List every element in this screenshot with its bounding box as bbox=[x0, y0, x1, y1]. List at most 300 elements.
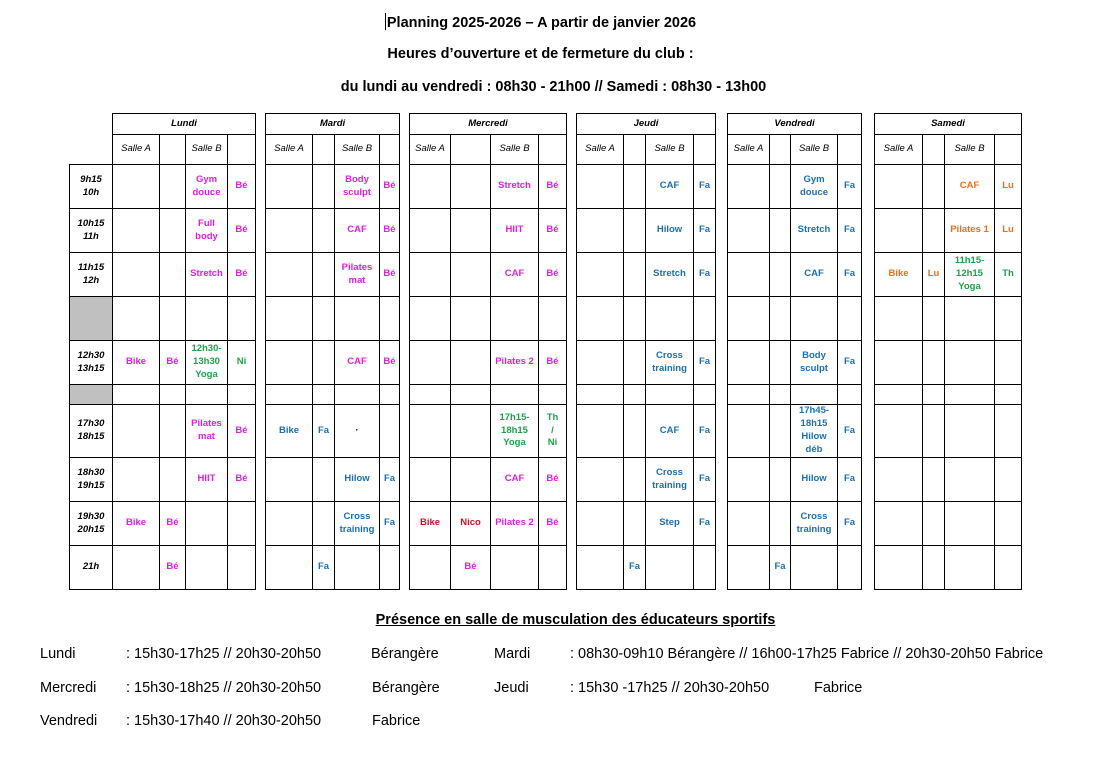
class-cell bbox=[577, 341, 624, 385]
class-cell bbox=[646, 297, 694, 341]
trainer-cell bbox=[313, 502, 335, 546]
trainer-cell: Th / Ni bbox=[539, 405, 567, 458]
day-gap bbox=[256, 502, 266, 546]
trainer-cell bbox=[380, 546, 400, 590]
class-cell bbox=[113, 405, 160, 458]
day-gap bbox=[716, 546, 728, 590]
trainer-cell: Bé bbox=[380, 341, 400, 385]
salle-b-label: Salle B bbox=[646, 135, 694, 165]
day-gap bbox=[716, 135, 728, 165]
time-slot bbox=[70, 385, 113, 405]
class-cell: Stretch bbox=[791, 209, 838, 253]
class-cell bbox=[266, 297, 313, 341]
class-cell bbox=[945, 546, 995, 590]
trainer-cell bbox=[160, 209, 186, 253]
trainer-cell bbox=[923, 405, 945, 458]
class-cell bbox=[728, 405, 770, 458]
day-gap bbox=[400, 502, 410, 546]
class-cell bbox=[577, 209, 624, 253]
day-gap bbox=[567, 253, 577, 297]
salle-a-trainer-col bbox=[770, 135, 791, 165]
class-cell: CAF bbox=[791, 253, 838, 297]
trainer-cell: Th bbox=[995, 253, 1022, 297]
class-cell: Stretch bbox=[646, 253, 694, 297]
day-header: Jeudi bbox=[577, 114, 716, 135]
trainer-cell bbox=[770, 209, 791, 253]
day-gap bbox=[567, 458, 577, 502]
trainer-cell bbox=[380, 385, 400, 405]
day-gap bbox=[716, 385, 728, 405]
class-cell bbox=[577, 546, 624, 590]
day-gap bbox=[256, 297, 266, 341]
day-gap bbox=[862, 405, 875, 458]
class-cell bbox=[875, 385, 923, 405]
presence-jeudi-staff: Fabrice bbox=[814, 680, 863, 696]
trainer-cell: Bé bbox=[228, 458, 256, 502]
class-cell: 12h30- 13h30 Yoga bbox=[186, 341, 228, 385]
day-header: Mardi bbox=[266, 114, 400, 135]
class-cell bbox=[945, 385, 995, 405]
salle-a-label: Salle A bbox=[266, 135, 313, 165]
class-cell bbox=[186, 297, 228, 341]
trainer-cell: Nico bbox=[451, 502, 491, 546]
day-gap bbox=[567, 385, 577, 405]
trainer-cell bbox=[380, 297, 400, 341]
presence-title: Présence en salle de musculation des éducateurs sportifs bbox=[375, 612, 776, 628]
salle-b-trainer-col bbox=[694, 135, 716, 165]
day-gap bbox=[400, 405, 410, 458]
class-cell: Body sculpt bbox=[335, 165, 380, 209]
presence-mercredi-hours: : 15h30-18h25 // 20h30-20h50 bbox=[126, 680, 322, 696]
salle-b-label: Salle B bbox=[335, 135, 380, 165]
presence-mardi-hours: : 08h30-09h10 Bérangère // 16h00-17h25 Fabrice // 20h30-20h50 Fabrice bbox=[570, 646, 1044, 662]
class-cell bbox=[577, 165, 624, 209]
trainer-cell: Fa bbox=[838, 502, 862, 546]
class-cell bbox=[791, 297, 838, 341]
day-gap bbox=[567, 165, 577, 209]
trainer-cell bbox=[624, 209, 646, 253]
class-cell: Bike bbox=[113, 502, 160, 546]
class-cell bbox=[577, 502, 624, 546]
trainer-cell bbox=[995, 297, 1022, 341]
trainer-cell bbox=[838, 297, 862, 341]
class-cell bbox=[577, 253, 624, 297]
page-title: Planning 2025-2026 – A partir de janvier 2026 bbox=[386, 15, 697, 31]
class-cell bbox=[410, 165, 451, 209]
day-gap bbox=[256, 253, 266, 297]
class-cell bbox=[728, 165, 770, 209]
trainer-cell bbox=[694, 385, 716, 405]
class-cell: Hilow bbox=[646, 209, 694, 253]
class-cell bbox=[791, 546, 838, 590]
trainer-cell bbox=[313, 341, 335, 385]
trainer-cell bbox=[838, 546, 862, 590]
class-cell bbox=[875, 458, 923, 502]
class-cell: 11h15- 12h15 Yoga bbox=[945, 253, 995, 297]
class-cell: Pilates 1 bbox=[945, 209, 995, 253]
trainer-cell bbox=[694, 297, 716, 341]
trainer-cell bbox=[995, 385, 1022, 405]
class-cell: CAF bbox=[335, 209, 380, 253]
day-gap bbox=[862, 135, 875, 165]
day-gap bbox=[862, 458, 875, 502]
class-cell bbox=[945, 297, 995, 341]
salle-b-label: Salle B bbox=[491, 135, 539, 165]
trainer-cell bbox=[923, 458, 945, 502]
trainer-cell bbox=[995, 458, 1022, 502]
trainer-cell: Fa bbox=[380, 458, 400, 502]
trainer-cell: Bé bbox=[228, 253, 256, 297]
class-cell: Pilates 2 bbox=[491, 341, 539, 385]
class-cell: Pilates mat bbox=[335, 253, 380, 297]
trainer-cell bbox=[380, 405, 400, 458]
class-cell bbox=[113, 209, 160, 253]
day-gap bbox=[716, 114, 728, 135]
class-cell bbox=[410, 385, 451, 405]
class-cell bbox=[410, 546, 451, 590]
class-cell bbox=[266, 253, 313, 297]
day-header: Mercredi bbox=[410, 114, 567, 135]
class-cell: CAF bbox=[646, 405, 694, 458]
trainer-cell: Fa bbox=[694, 165, 716, 209]
time-slot: 11h15 12h bbox=[70, 253, 113, 297]
trainer-cell: Fa bbox=[838, 341, 862, 385]
salle-a-trainer-col bbox=[923, 135, 945, 165]
day-gap bbox=[400, 253, 410, 297]
salle-b-trainer-col bbox=[838, 135, 862, 165]
trainer-cell bbox=[923, 209, 945, 253]
day-gap bbox=[567, 209, 577, 253]
day-gap bbox=[716, 341, 728, 385]
trainer-cell bbox=[624, 458, 646, 502]
class-cell bbox=[186, 546, 228, 590]
trainer-cell bbox=[624, 405, 646, 458]
trainer-cell: Bé bbox=[380, 253, 400, 297]
class-cell: Cross training bbox=[791, 502, 838, 546]
trainer-cell bbox=[770, 385, 791, 405]
salle-a-trainer-col bbox=[160, 135, 186, 165]
class-cell bbox=[875, 209, 923, 253]
trainer-cell bbox=[451, 253, 491, 297]
class-cell: 17h45- 18h15 Hilow déb bbox=[791, 405, 838, 458]
day-gap bbox=[567, 546, 577, 590]
day-gap bbox=[862, 385, 875, 405]
salle-b-label: Salle B bbox=[791, 135, 838, 165]
trainer-cell: Bé bbox=[539, 341, 567, 385]
class-cell: Cross training bbox=[646, 458, 694, 502]
time-slot: 9h15 10h bbox=[70, 165, 113, 209]
class-cell bbox=[335, 385, 380, 405]
trainer-cell bbox=[624, 253, 646, 297]
trainer-cell: Bé bbox=[160, 502, 186, 546]
day-gap bbox=[256, 165, 266, 209]
class-cell: Bike bbox=[875, 253, 923, 297]
class-cell bbox=[728, 458, 770, 502]
class-cell bbox=[266, 502, 313, 546]
salle-a-label: Salle A bbox=[410, 135, 451, 165]
trainer-cell bbox=[451, 209, 491, 253]
salle-a-label: Salle A bbox=[577, 135, 624, 165]
trainer-cell bbox=[313, 253, 335, 297]
day-gap bbox=[862, 209, 875, 253]
trainer-cell bbox=[160, 297, 186, 341]
trainer-cell bbox=[923, 385, 945, 405]
trainer-cell: Fa bbox=[838, 458, 862, 502]
trainer-cell bbox=[313, 385, 335, 405]
trainer-cell: Bé bbox=[539, 209, 567, 253]
hours-title: Heures d’ouverture et de fermeture du club : bbox=[387, 46, 694, 62]
class-cell bbox=[875, 405, 923, 458]
salle-b-trainer-col bbox=[995, 135, 1022, 165]
class-cell bbox=[410, 209, 451, 253]
class-cell bbox=[875, 502, 923, 546]
presence-lundi-hours: : 15h30-17h25 // 20h30-20h50 bbox=[126, 646, 322, 662]
day-gap bbox=[400, 458, 410, 502]
class-cell: CAF bbox=[491, 253, 539, 297]
class-cell bbox=[945, 341, 995, 385]
class-cell bbox=[875, 165, 923, 209]
day-gap bbox=[567, 114, 577, 135]
trainer-cell: Fa bbox=[838, 253, 862, 297]
class-cell bbox=[266, 385, 313, 405]
class-cell bbox=[577, 458, 624, 502]
day-gap bbox=[400, 385, 410, 405]
day-gap bbox=[716, 458, 728, 502]
text-cursor bbox=[385, 13, 386, 30]
class-cell: Pilates 2 bbox=[491, 502, 539, 546]
trainer-cell bbox=[539, 297, 567, 341]
day-gap bbox=[716, 297, 728, 341]
class-cell bbox=[113, 253, 160, 297]
trainer-cell: Fa bbox=[694, 458, 716, 502]
time-slot: 17h30 18h15 bbox=[70, 405, 113, 458]
day-gap bbox=[400, 297, 410, 341]
trainer-cell: Bé bbox=[228, 405, 256, 458]
trainer-cell bbox=[160, 385, 186, 405]
class-cell bbox=[728, 546, 770, 590]
trainer-cell bbox=[770, 405, 791, 458]
schedule-table bbox=[69, 113, 1022, 590]
presence-mercredi-staff: Bérangère bbox=[372, 680, 440, 696]
trainer-cell: Fa bbox=[770, 546, 791, 590]
class-cell bbox=[410, 405, 451, 458]
class-cell: HIIT bbox=[491, 209, 539, 253]
class-cell bbox=[728, 253, 770, 297]
salle-b-trainer-col bbox=[380, 135, 400, 165]
class-cell bbox=[728, 385, 770, 405]
trainer-cell: Bé bbox=[160, 546, 186, 590]
class-cell bbox=[646, 385, 694, 405]
salle-a-trainer-col bbox=[624, 135, 646, 165]
class-cell bbox=[410, 253, 451, 297]
corner-empty bbox=[70, 135, 113, 165]
day-gap bbox=[256, 405, 266, 458]
day-gap bbox=[862, 502, 875, 546]
class-cell bbox=[491, 546, 539, 590]
trainer-cell bbox=[313, 165, 335, 209]
trainer-cell: Fa bbox=[694, 209, 716, 253]
day-gap bbox=[567, 297, 577, 341]
class-cell: Bike bbox=[410, 502, 451, 546]
class-cell bbox=[945, 458, 995, 502]
class-cell: Step bbox=[646, 502, 694, 546]
day-gap bbox=[256, 546, 266, 590]
class-cell bbox=[491, 385, 539, 405]
class-cell bbox=[945, 405, 995, 458]
class-cell bbox=[335, 546, 380, 590]
trainer-cell: Bé bbox=[228, 209, 256, 253]
trainer-cell: Fa bbox=[694, 405, 716, 458]
trainer-cell: Bé bbox=[539, 458, 567, 502]
class-cell bbox=[410, 297, 451, 341]
class-cell: · bbox=[335, 405, 380, 458]
trainer-cell: Fa bbox=[313, 546, 335, 590]
day-gap bbox=[256, 135, 266, 165]
class-cell: Hilow bbox=[335, 458, 380, 502]
trainer-cell: Bé bbox=[228, 165, 256, 209]
trainer-cell bbox=[995, 405, 1022, 458]
class-cell bbox=[577, 297, 624, 341]
salle-b-trainer-col bbox=[228, 135, 256, 165]
class-cell: Cross training bbox=[335, 502, 380, 546]
class-cell bbox=[266, 209, 313, 253]
time-slot: 18h30 19h15 bbox=[70, 458, 113, 502]
trainer-cell bbox=[228, 385, 256, 405]
trainer-cell: Fa bbox=[694, 253, 716, 297]
class-cell bbox=[186, 385, 228, 405]
trainer-cell bbox=[770, 458, 791, 502]
day-gap bbox=[256, 209, 266, 253]
class-cell: Gym douce bbox=[186, 165, 228, 209]
class-cell bbox=[266, 458, 313, 502]
day-gap bbox=[400, 114, 410, 135]
trainer-cell bbox=[923, 341, 945, 385]
trainer-cell: Lu bbox=[995, 209, 1022, 253]
trainer-cell bbox=[451, 458, 491, 502]
trainer-cell bbox=[624, 297, 646, 341]
class-cell bbox=[491, 297, 539, 341]
time-slot: 21h bbox=[70, 546, 113, 590]
trainer-cell: Bé bbox=[539, 253, 567, 297]
trainer-cell: Bé bbox=[539, 165, 567, 209]
trainer-cell bbox=[451, 405, 491, 458]
day-gap bbox=[862, 114, 875, 135]
salle-a-trainer-col bbox=[451, 135, 491, 165]
class-cell bbox=[113, 297, 160, 341]
trainer-cell bbox=[770, 165, 791, 209]
class-cell bbox=[113, 165, 160, 209]
day-header: Vendredi bbox=[728, 114, 862, 135]
class-cell bbox=[186, 502, 228, 546]
class-cell: Full body bbox=[186, 209, 228, 253]
trainer-cell bbox=[923, 165, 945, 209]
class-cell bbox=[875, 341, 923, 385]
trainer-cell: Fa bbox=[838, 165, 862, 209]
class-cell bbox=[410, 458, 451, 502]
presence-vendredi-day: Vendredi bbox=[40, 713, 98, 729]
class-cell: 17h15- 18h15 Yoga bbox=[491, 405, 539, 458]
day-gap bbox=[400, 341, 410, 385]
presence-mardi-day: Mardi bbox=[494, 646, 531, 662]
trainer-cell bbox=[539, 385, 567, 405]
day-gap bbox=[716, 502, 728, 546]
class-cell: Pilates mat bbox=[186, 405, 228, 458]
class-cell bbox=[646, 546, 694, 590]
trainer-cell bbox=[539, 546, 567, 590]
class-cell bbox=[875, 546, 923, 590]
trainer-cell: Lu bbox=[923, 253, 945, 297]
trainer-cell: Bé bbox=[539, 502, 567, 546]
class-cell bbox=[335, 297, 380, 341]
trainer-cell bbox=[923, 502, 945, 546]
class-cell: CAF bbox=[335, 341, 380, 385]
presence-jeudi-day: Jeudi bbox=[494, 680, 529, 696]
class-cell bbox=[728, 502, 770, 546]
class-cell bbox=[266, 546, 313, 590]
trainer-cell bbox=[995, 502, 1022, 546]
day-gap bbox=[256, 385, 266, 405]
class-cell: Stretch bbox=[491, 165, 539, 209]
trainer-cell bbox=[451, 297, 491, 341]
class-cell bbox=[577, 405, 624, 458]
trainer-cell: Bé bbox=[160, 341, 186, 385]
trainer-cell bbox=[694, 546, 716, 590]
trainer-cell: Ni bbox=[228, 341, 256, 385]
trainer-cell bbox=[923, 297, 945, 341]
class-cell: Cross training bbox=[646, 341, 694, 385]
class-cell bbox=[577, 385, 624, 405]
class-cell bbox=[791, 385, 838, 405]
day-gap bbox=[256, 458, 266, 502]
trainer-cell bbox=[160, 458, 186, 502]
day-gap bbox=[567, 135, 577, 165]
trainer-cell bbox=[770, 502, 791, 546]
trainer-cell: Fa bbox=[624, 546, 646, 590]
class-cell bbox=[728, 209, 770, 253]
trainer-cell: Fa bbox=[838, 405, 862, 458]
class-cell bbox=[728, 341, 770, 385]
class-cell bbox=[410, 341, 451, 385]
salle-b-trainer-col bbox=[539, 135, 567, 165]
class-cell: CAF bbox=[945, 165, 995, 209]
trainer-cell: Fa bbox=[694, 502, 716, 546]
trainer-cell bbox=[451, 341, 491, 385]
trainer-cell: Fa bbox=[694, 341, 716, 385]
presence-lundi-staff: Bérangère bbox=[371, 646, 439, 662]
trainer-cell bbox=[160, 165, 186, 209]
salle-a-label: Salle A bbox=[728, 135, 770, 165]
trainer-cell bbox=[624, 385, 646, 405]
salle-b-label: Salle B bbox=[186, 135, 228, 165]
salle-a-trainer-col bbox=[313, 135, 335, 165]
trainer-cell bbox=[770, 297, 791, 341]
day-header: Lundi bbox=[113, 114, 256, 135]
class-cell: CAF bbox=[491, 458, 539, 502]
presence-jeudi-hours: : 15h30 -17h25 // 20h30-20h50 bbox=[570, 680, 770, 696]
time-slot: 10h15 11h bbox=[70, 209, 113, 253]
class-cell: Stretch bbox=[186, 253, 228, 297]
time-slot: 12h30 13h15 bbox=[70, 341, 113, 385]
trainer-cell: Fa bbox=[313, 405, 335, 458]
trainer-cell bbox=[228, 546, 256, 590]
presence-vendredi-staff: Fabrice bbox=[372, 713, 421, 729]
class-cell: CAF bbox=[646, 165, 694, 209]
day-gap bbox=[400, 135, 410, 165]
day-gap bbox=[400, 165, 410, 209]
class-cell bbox=[945, 502, 995, 546]
trainer-cell bbox=[160, 253, 186, 297]
class-cell bbox=[113, 458, 160, 502]
